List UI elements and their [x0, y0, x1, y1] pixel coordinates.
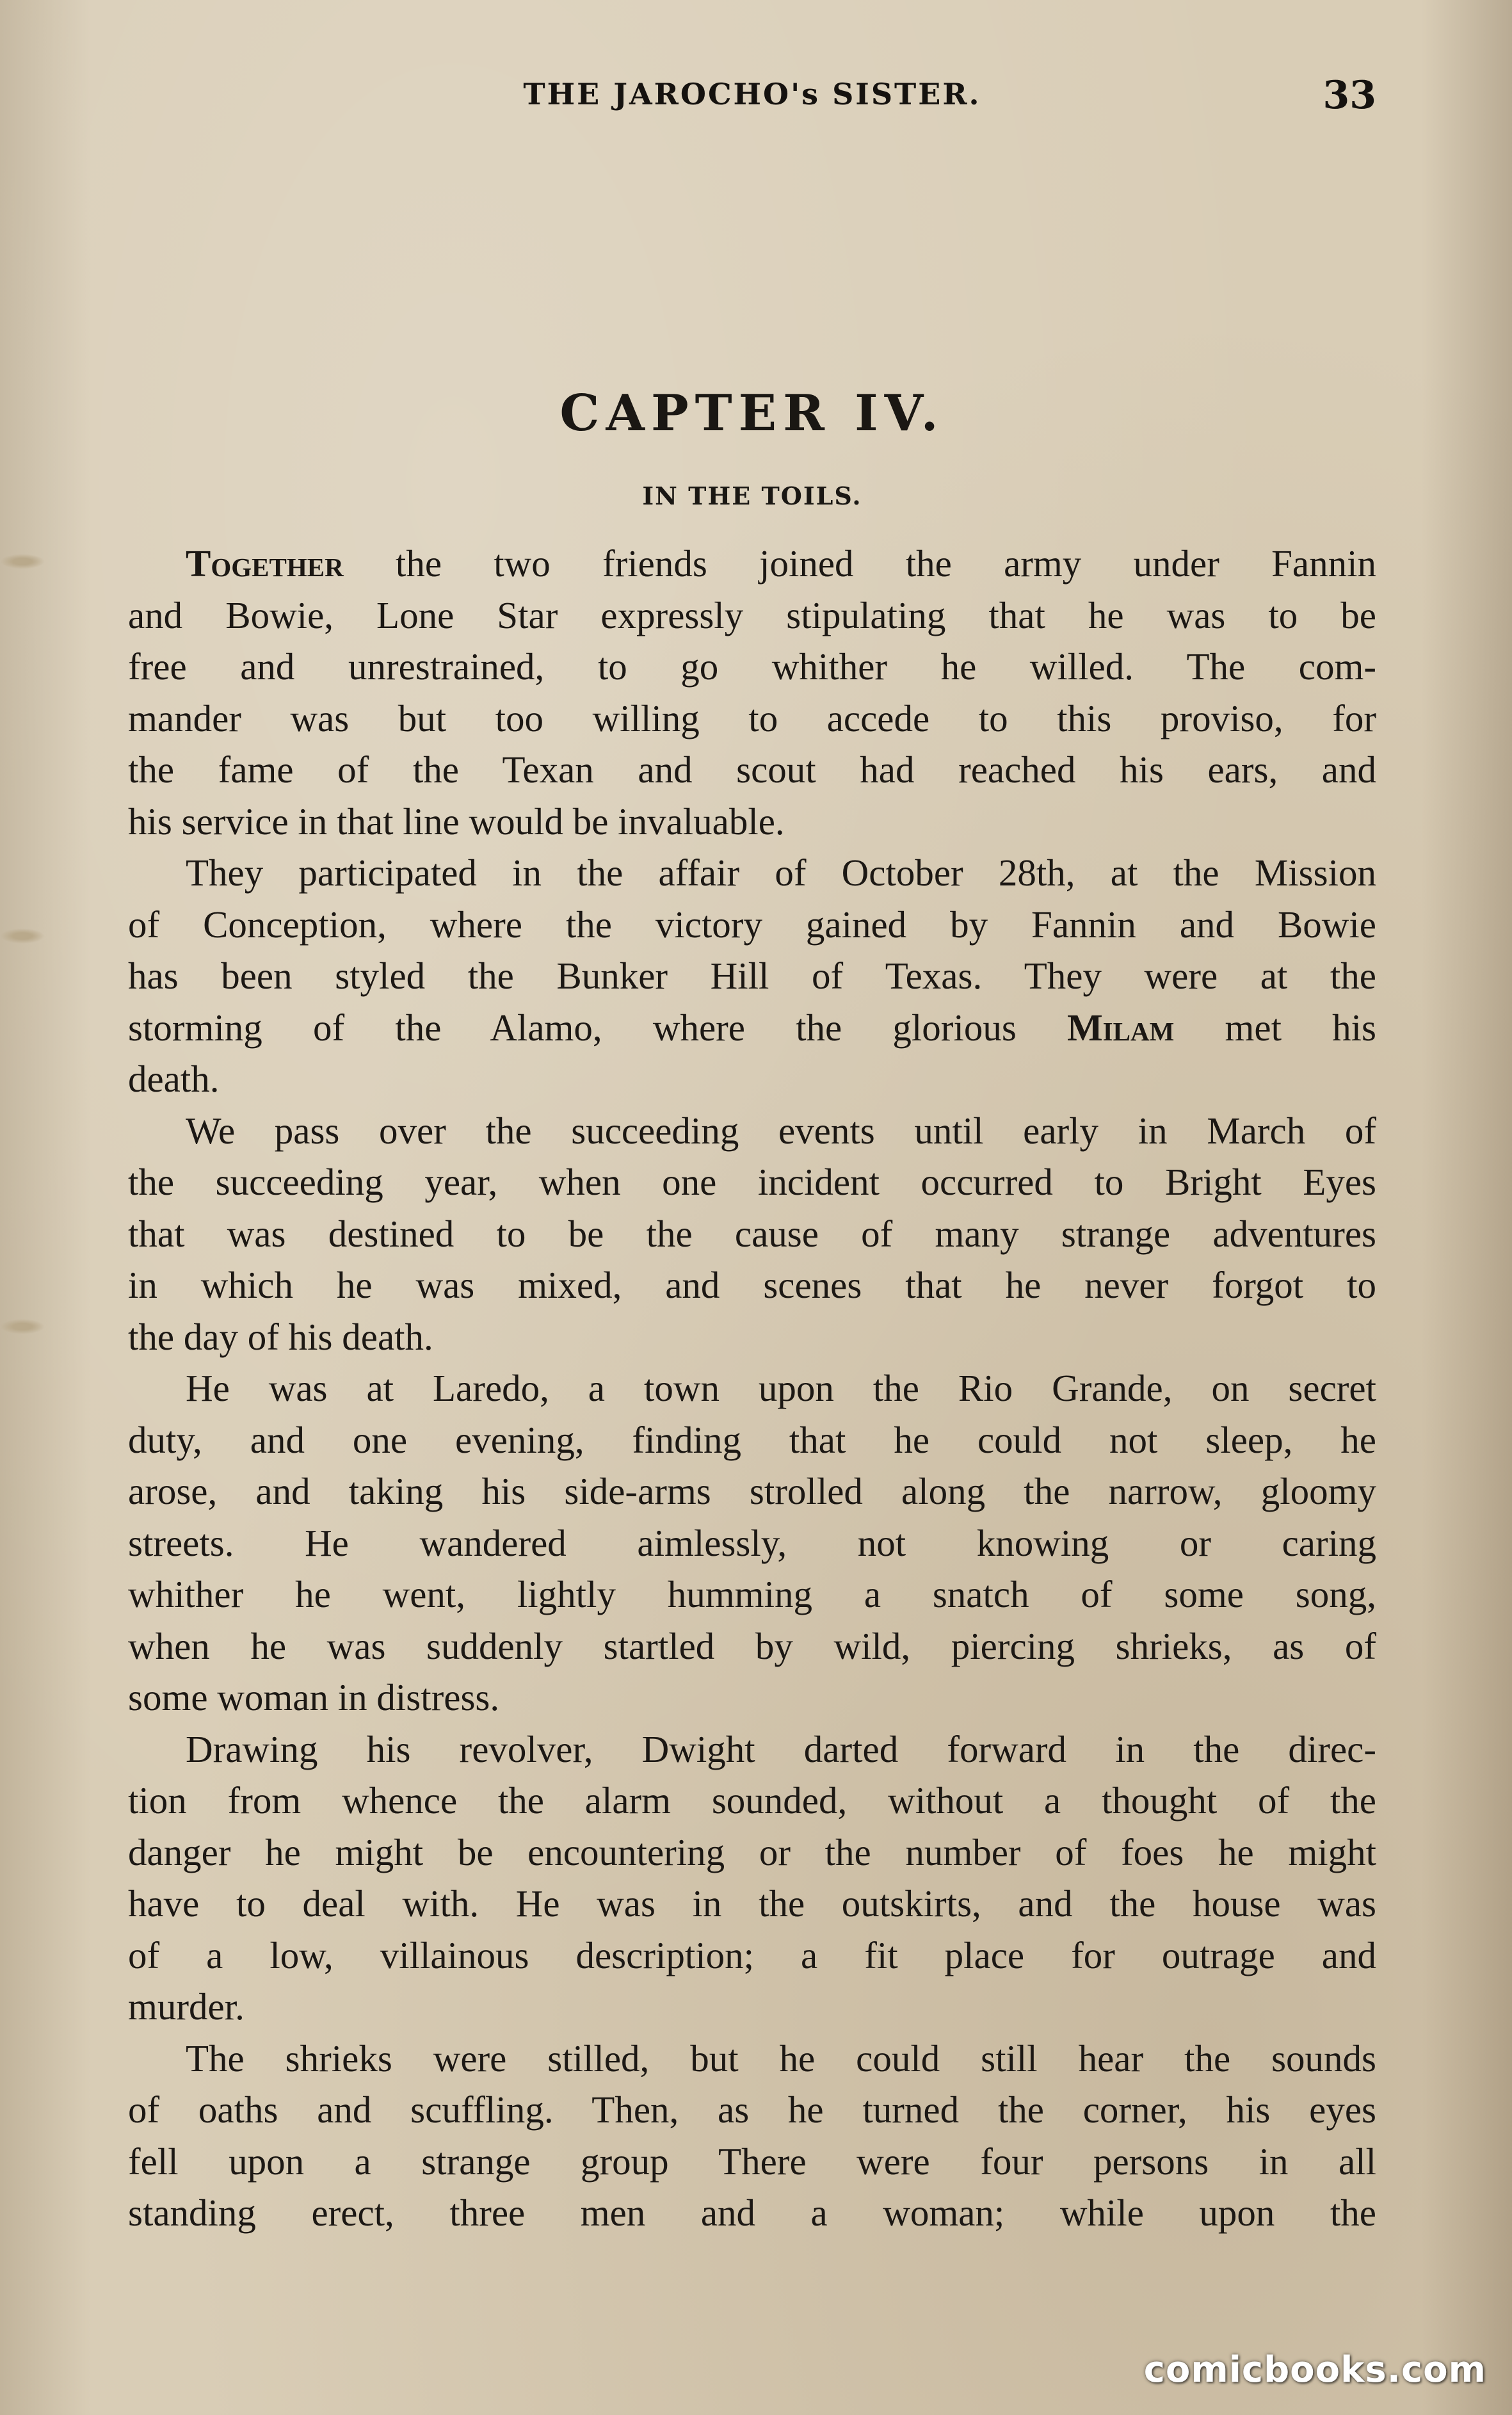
text-line	[128, 1002, 1376, 1054]
text-line	[128, 1208, 1376, 1260]
running-title: THE JAROCHO's SISTER.	[523, 77, 981, 111]
line-text: standing erect, three men and a woman; while upon the	[128, 2192, 1376, 2234]
line-text: that was destined to be the cause of many strange adventures	[128, 1212, 1376, 1255]
line-text: storming of the Alamo, where the glorious	[128, 1006, 1067, 1049]
small-caps-word: Milam	[1067, 1006, 1175, 1049]
text-line	[128, 1981, 1376, 2033]
watermark: comicbooks.com	[1143, 2349, 1486, 2391]
line-text: have to deal with. He was in the outskirts, and the house was	[128, 1882, 1376, 1925]
small-caps-word: Together	[186, 542, 344, 585]
line-text: whither he went, lightly humming a snatch of some song,	[128, 1573, 1376, 1615]
binding-hole	[0, 928, 45, 944]
body-text	[128, 538, 1376, 2239]
text-line	[128, 950, 1376, 1002]
text-line	[128, 641, 1376, 693]
text-line	[128, 1517, 1376, 1569]
line-text: We pass over the succeeding events until early in March of	[186, 1109, 1376, 1152]
line-text: of Conception, where the victory gained by Fannin and Bowie	[128, 903, 1376, 946]
running-head	[128, 73, 1376, 128]
paragraph	[128, 1724, 1376, 2033]
text-line	[128, 1878, 1376, 1930]
paragraph	[128, 1105, 1376, 1363]
line-text: and Bowie, Lone Star expressly stipulating that he was to be	[128, 594, 1376, 636]
chapter-subtitle: IN THE TOILS.	[642, 481, 862, 510]
binding-hole	[0, 1319, 45, 1334]
text-line	[128, 899, 1376, 951]
line-text: duty, and one evening, finding that he could not sleep, he	[128, 1418, 1376, 1461]
text-line	[128, 1156, 1376, 1208]
line-text: death.	[128, 1058, 220, 1100]
text-line	[128, 590, 1376, 642]
text-line	[128, 1724, 1376, 1775]
line-text: in which he was mixed, and scenes that he never forgot to	[128, 1264, 1376, 1306]
line-text: He was at Laredo, a town upon the Rio Grande, on secret	[186, 1367, 1376, 1409]
page-number: 33	[1323, 73, 1376, 118]
line-text: tion from whence the alarm sounded, without a thought of the	[128, 1779, 1376, 1821]
text-line	[128, 693, 1376, 745]
line-text: danger he might be encountering or the number of foes he might	[128, 1830, 1376, 1873]
text-line	[128, 1827, 1376, 1878]
line-text: met his	[1174, 1006, 1376, 1049]
line-text: murder.	[128, 1985, 245, 2028]
text-line	[128, 1569, 1376, 1620]
paragraph	[128, 1362, 1376, 1724]
text-line	[128, 1620, 1376, 1672]
text-line	[128, 1362, 1376, 1414]
line-text: some woman in distress.	[128, 1676, 500, 1718]
text-line	[128, 1311, 1376, 1363]
line-text: Drawing his revolver, Dwight darted forward in the direc-	[186, 1727, 1376, 1770]
text-line	[128, 1775, 1376, 1827]
line-text: streets. He wandered aimlessly, not knowing or caring	[128, 1521, 1376, 1564]
text-line	[128, 1053, 1376, 1105]
binding-hole	[0, 554, 45, 569]
text-line	[128, 1259, 1376, 1311]
chapter-title: CAPTER IV.	[559, 384, 945, 442]
text-line	[128, 796, 1376, 848]
line-text: the succeeding year, when one incident occurred to Bright Eyes	[128, 1161, 1376, 1203]
text-line	[128, 744, 1376, 796]
line-text: of oaths and scuffling. Then, as he turned the corner, his eyes	[128, 2088, 1376, 2131]
line-text: The shrieks were stilled, but he could still hear the sounds	[186, 2037, 1376, 2080]
text-line	[128, 2033, 1376, 2085]
line-text: has been styled the Bunker Hill of Texas. They were at the	[128, 955, 1376, 997]
line-text: the fame of the Texan and scout had reached his ears, and	[128, 748, 1376, 791]
text-line	[128, 2084, 1376, 2136]
line-text: his service in that line would be invaluable.	[128, 800, 785, 843]
text-line	[128, 1930, 1376, 1982]
line-text: the day of his death.	[128, 1315, 433, 1358]
paragraph	[128, 847, 1376, 1105]
line-text: fell upon a strange group There were four persons in all	[128, 2140, 1376, 2183]
text-line	[128, 538, 1376, 590]
line-text: when he was suddenly startled by wild, piercing shrieks, as of	[128, 1624, 1376, 1667]
text-line	[128, 2187, 1376, 2239]
text-line	[128, 1466, 1376, 1517]
text-line	[128, 1414, 1376, 1466]
line-text: the two friends joined the army under Fannin	[343, 542, 1376, 585]
line-text: arose, and taking his side-arms strolled along the narrow, gloomy	[128, 1470, 1376, 1512]
line-text: of a low, villainous description; a fit place for outrage and	[128, 1934, 1376, 1976]
text-line	[128, 1105, 1376, 1157]
line-text: They participated in the affair of October 28th, at the Mission	[186, 852, 1376, 894]
line-text: mander was but too willing to accede to this proviso, for	[128, 697, 1376, 739]
text-line	[128, 847, 1376, 899]
paragraph	[128, 2033, 1376, 2239]
paragraph	[128, 538, 1376, 847]
text-line	[128, 1672, 1376, 1724]
text-line	[128, 2136, 1376, 2188]
line-text: free and unrestrained, to go whither he willed. The com-	[128, 645, 1376, 688]
